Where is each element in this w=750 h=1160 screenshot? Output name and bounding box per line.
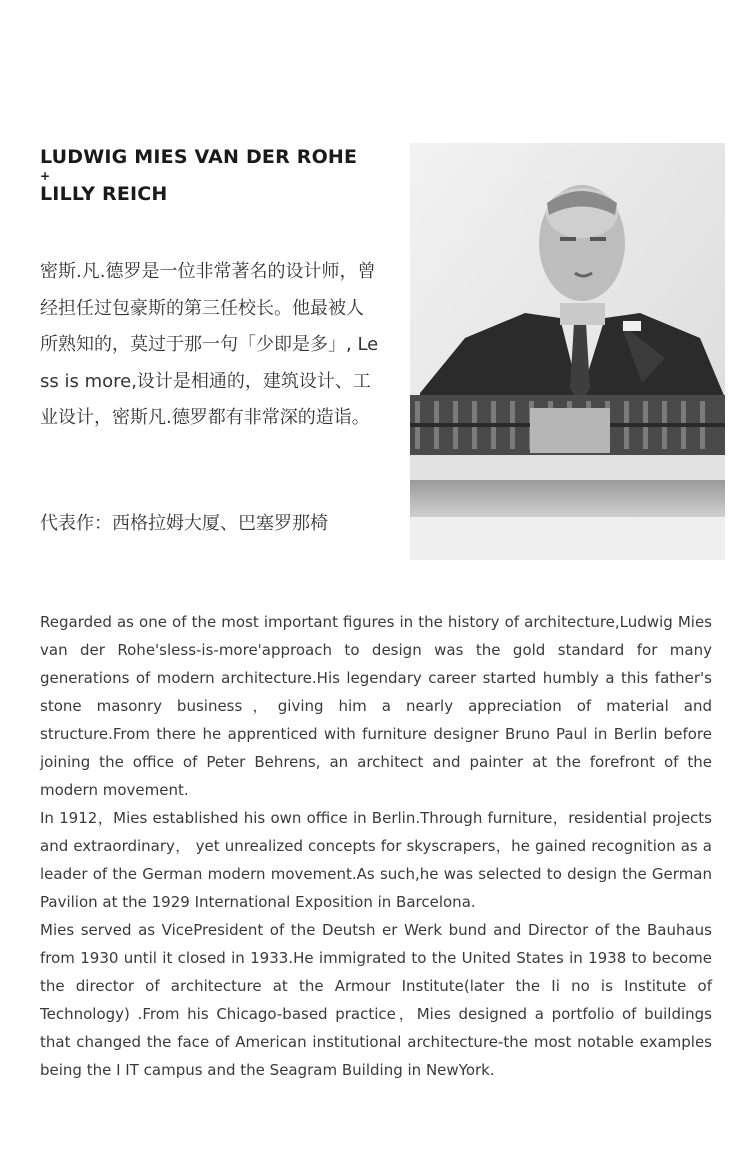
bio-paragraph-3: Mies served as VicePresident of the Deutsh er Werk bund and Director of the Bauhaus from 1930 until it closed in 1933.He immigrated to the United States in 1938 to become the director of architecture at the Armour Institute(later the Ii no is Institute of Technology) .From his Chicago-based practice，Mies designed a portfolio of buildings that changed the face of American institutional architecture-the most notable examples being the I IT campus and the Seagram Building in NewYork. [40, 921, 712, 1079]
title-block [40, 146, 390, 205]
chinese-intro-paragraph: 密斯.凡.德罗是一位非常著名的设计师，曾经担任过包豪斯的第三任校长。他最被人所熟知的，莫过于那一句「少即是多」, Less is more,设计是相通的，建筑设计、工业设计，密斯凡.德罗都有非常深的造诣。 [40, 261, 379, 428]
bio-paragraph-2: In 1912，Mies established his own office in Berlin.Through furniture，residential projects and extraordinary， yet unrealized concepts for skyscrapers，he gained recognition as a leader of the German modern movement.As such,he was selected to design the German Pavilion at the 1929 International Exposition in Barcelona. [40, 809, 712, 911]
page-title-line-1: LUDWIG MIES VAN DER ROHE [40, 146, 358, 168]
bio-paragraph-1: Regarded as one of the most important figures in the history of architecture,Ludwig Mies van der Rohe'sless-is-more'approach to design was the gold standard for many generations of modern architecture.His legendary career started humbly a this father's stone masonry business，giving him a nearly appreciation of material and structure.From there he apprenticed with furniture designer Bruno Paul in Berlin before joining the office of Peter Behrens, an architect and painter at the forefront of the modern movement. [40, 613, 712, 799]
english-biography [40, 608, 712, 1084]
page-title-line-2: LILLY REICH [40, 183, 168, 205]
portrait-photo [410, 143, 725, 560]
chinese-representative-works: 代表作：西格拉姆大厦、巴塞罗那椅 [40, 513, 328, 534]
portrait-photo-illustration [410, 143, 725, 560]
title-plus: + [40, 169, 51, 183]
